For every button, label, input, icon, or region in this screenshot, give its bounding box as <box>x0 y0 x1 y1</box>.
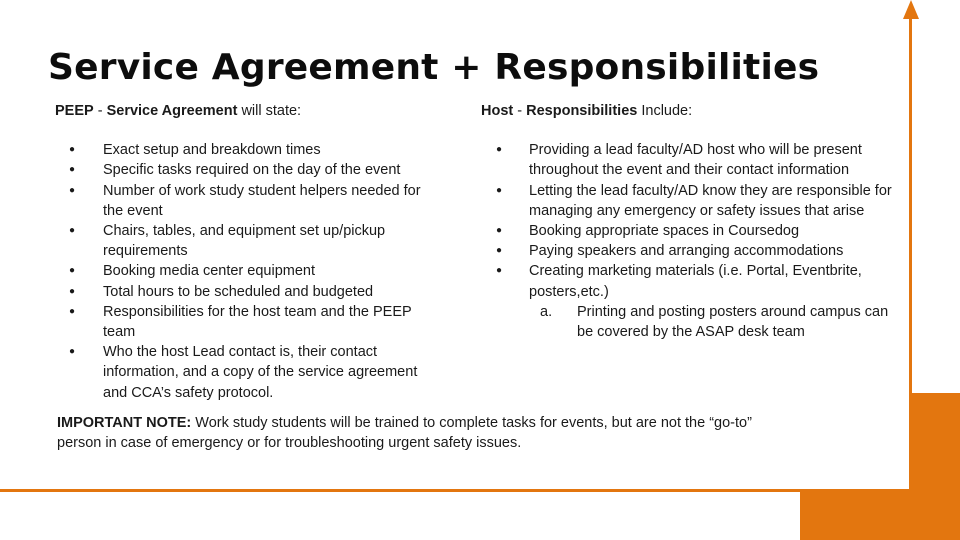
sub-list <box>529 302 901 342</box>
heading-strong: Responsibilities <box>526 103 638 119</box>
service-agreement-list <box>55 140 435 403</box>
list-item: ● Specific tasks required on the day of the event <box>55 160 435 180</box>
heading-separator: - <box>93 103 107 119</box>
list-item: ● Booking appropriate spaces in Coursedog <box>481 221 901 241</box>
list-item: ● Total hours to be scheduled and budgeted <box>55 282 435 302</box>
service-agreement-heading <box>55 101 435 121</box>
heading-rest: will state: <box>237 103 302 119</box>
list-item: ● Responsibilities for the host team and the PEEP team <box>55 302 435 342</box>
slide-title: Service Agreement + Responsibilities <box>48 47 820 88</box>
important-note-label: IMPORTANT NOTE: <box>57 415 192 431</box>
sub-list-item-text: Printing and posting posters around campus can be covered by the ASAP desk team <box>577 303 889 341</box>
heading-separator: - <box>513 103 527 119</box>
important-note <box>57 413 797 453</box>
decorative-orange-block-bottom <box>800 492 960 540</box>
list-item: ● Number of work study student helpers needed for the event <box>55 181 435 221</box>
heading-org: Host <box>481 103 514 119</box>
host-responsibilities-heading <box>481 101 901 121</box>
list-item: ● Paying speakers and arranging accommodations <box>481 241 901 261</box>
list-item-text: Creating marketing materials (i.e. Portal, Eventbrite, posters,etc.) <box>529 263 862 300</box>
list-item <box>481 261 901 342</box>
heading-rest: Include: <box>637 103 693 119</box>
list-item: ● Exact setup and breakdown times <box>55 140 435 160</box>
important-note-text: Work study students will be trained to complete tasks for events, but are not the “go-to” person in case of emergency or for troubleshooting urgent safety issues. <box>57 415 752 452</box>
decorative-horizontal-line <box>0 489 912 492</box>
list-item: ● Providing a lead faculty/AD host who will be present throughout the event and their contact information <box>481 140 901 180</box>
service-agreement-column <box>55 101 435 403</box>
list-item: ● Booking media center equipment <box>55 261 435 281</box>
list-item: ● Chairs, tables, and equipment set up/pickup requirements <box>55 221 435 261</box>
sub-list-item <box>529 302 901 342</box>
arrow-up-icon <box>903 0 919 19</box>
list-item: ● Letting the lead faculty/AD know they are responsible for managing any emergency or safety issues that arise <box>481 181 901 221</box>
sub-list-marker: a. <box>540 303 553 320</box>
heading-strong: Service Agreement <box>106 103 238 119</box>
list-item: ● Who the host Lead contact is, their contact information, and a copy of the service agreement and CCA’s safety protocol. <box>55 342 435 403</box>
host-responsibilities-column <box>481 101 901 342</box>
heading-org: PEEP <box>55 103 94 119</box>
host-responsibilities-list <box>481 140 901 342</box>
